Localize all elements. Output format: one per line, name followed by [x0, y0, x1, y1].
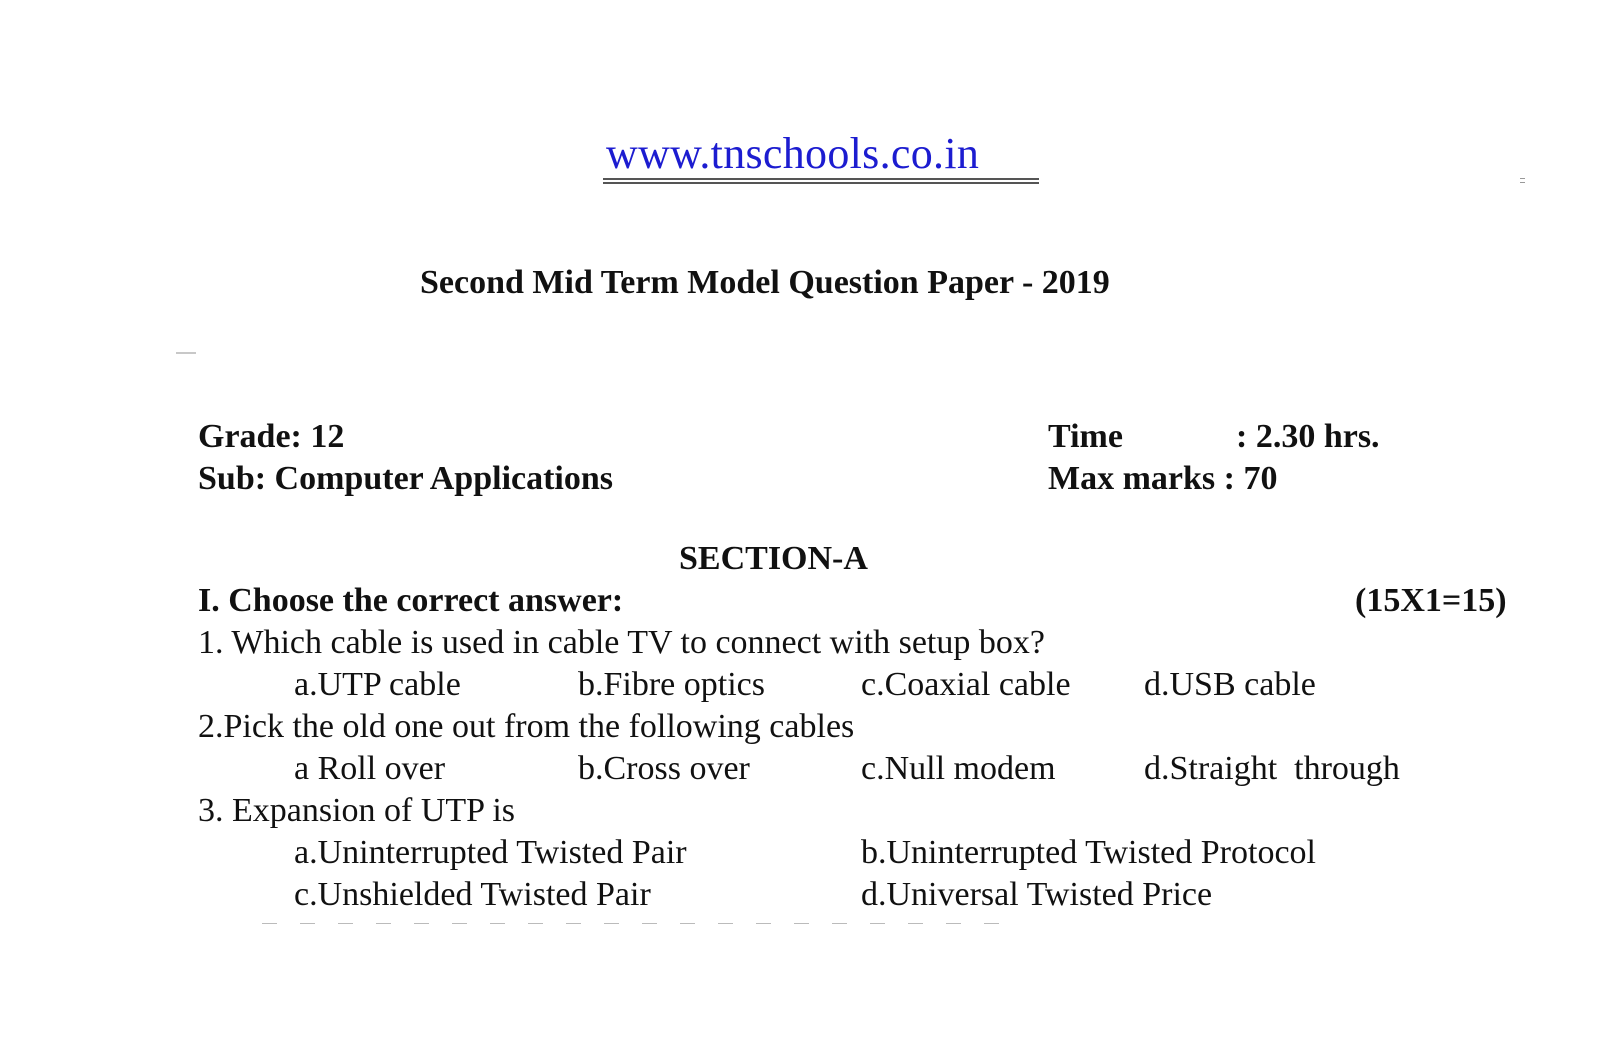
- cutoff-text-line: [262, 923, 1002, 924]
- question-3: 3. Expansion of UTP is: [198, 792, 516, 829]
- section-instruction: I. Choose the correct answer:: [198, 582, 624, 619]
- section-title: SECTION-A: [679, 540, 868, 577]
- link-underline-double: [603, 182, 1039, 184]
- q1-option-d: d.USB cable: [1144, 666, 1316, 703]
- question-1: 1. Which cable is used in cable TV to connect with setup box?: [198, 624, 1045, 661]
- website-link[interactable]: www.tnschools.co.in: [606, 129, 980, 178]
- q2-option-b: b.Cross over: [578, 750, 750, 787]
- time-value: : 2.30 hrs.: [1236, 418, 1380, 455]
- q3-option-d: d.Universal Twisted Price: [861, 876, 1213, 913]
- paper-title: Second Mid Term Model Question Paper - 2019: [420, 264, 1110, 301]
- q2-option-d: d.Straight through: [1144, 750, 1400, 787]
- marks-scheme: (15X1=15): [1355, 582, 1507, 619]
- question-2: 2.Pick the old one out from the following cables: [198, 708, 855, 745]
- scan-mark: [1520, 178, 1525, 183]
- subject-label: Sub: Computer Applications: [198, 460, 614, 497]
- q1-option-c: c.Coaxial cable: [861, 666, 1071, 703]
- grade-label: Grade: 12: [198, 418, 345, 455]
- q3-option-a: a.Uninterrupted Twisted Pair: [294, 834, 687, 871]
- time-label: Time: [1048, 418, 1123, 455]
- q2-option-a: a Roll over: [294, 750, 446, 787]
- max-marks: Max marks : 70: [1048, 460, 1278, 497]
- scan-speck: [176, 352, 196, 354]
- link-underline: [603, 178, 1039, 180]
- q2-option-c: c.Null modem: [861, 750, 1056, 787]
- q3-option-b: b.Uninterrupted Twisted Protocol: [861, 834, 1316, 871]
- q1-option-b: b.Fibre optics: [578, 666, 765, 703]
- q1-option-a: a.UTP cable: [294, 666, 461, 703]
- q3-option-c: c.Unshielded Twisted Pair: [294, 876, 651, 913]
